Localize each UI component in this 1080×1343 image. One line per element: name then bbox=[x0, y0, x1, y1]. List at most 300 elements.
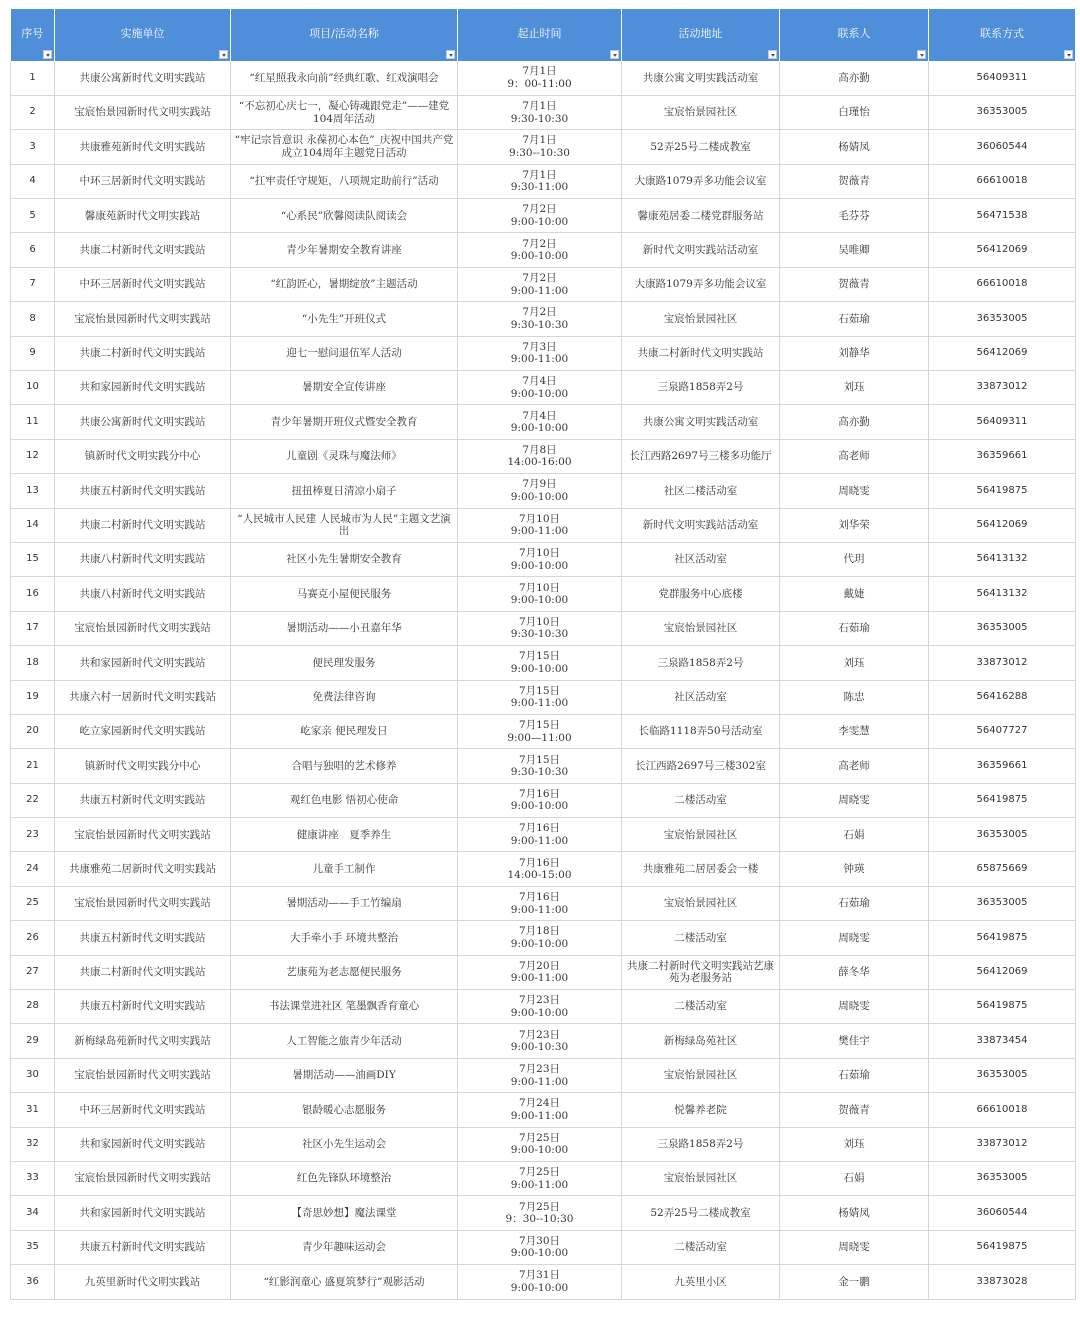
cell-index: 3 bbox=[11, 130, 55, 164]
table-row bbox=[11, 1162, 1076, 1196]
cell-time bbox=[458, 1265, 622, 1299]
cell-phone: 36353005 bbox=[929, 1058, 1076, 1092]
cell-hours: 14:00-16:00 bbox=[507, 456, 572, 469]
cell-date: 7月16日 bbox=[518, 891, 561, 904]
cell-organizer: 新梅绿岛苑新时代文明实践站 bbox=[55, 1024, 231, 1058]
cell-index: 18 bbox=[11, 646, 55, 680]
cell-time bbox=[458, 474, 622, 508]
header-label: 实施单位 bbox=[120, 27, 165, 40]
cell-time bbox=[458, 1196, 622, 1230]
cell-index: 14 bbox=[11, 508, 55, 542]
cell-organizer: 镇新时代文明实践分中心 bbox=[55, 439, 231, 473]
cell-date: 7月25日 bbox=[518, 1131, 561, 1144]
cell-contact: 石茹瑜 bbox=[780, 302, 929, 336]
cell-contact: 白瑾怡 bbox=[780, 95, 929, 129]
table-row bbox=[11, 405, 1076, 439]
table-row bbox=[11, 646, 1076, 680]
filter-dropdown-icon[interactable] bbox=[768, 50, 777, 59]
cell-phone: 56471538 bbox=[929, 199, 1076, 233]
cell-address: 悦馨养老院 bbox=[622, 1093, 780, 1127]
cell-hours: 9:00-10:00 bbox=[510, 594, 569, 607]
cell-index: 31 bbox=[11, 1093, 55, 1127]
cell-address: 52弄25号二楼成教室 bbox=[622, 1196, 780, 1230]
cell-date: 7月15日 bbox=[518, 684, 561, 697]
cell-index: 7 bbox=[11, 267, 55, 301]
cell-contact: 金一鹏 bbox=[780, 1265, 929, 1299]
filter-dropdown-icon[interactable] bbox=[917, 50, 926, 59]
cell-organizer: 共康二村新时代文明实践站 bbox=[55, 955, 231, 989]
cell-contact: 代玥 bbox=[780, 542, 929, 576]
cell-phone: 33873012 bbox=[929, 371, 1076, 405]
cell-hours: 9:00-10:00 bbox=[510, 662, 569, 675]
cell-phone: 56419875 bbox=[929, 474, 1076, 508]
cell-address: 共康公寓文明实践活动室 bbox=[622, 61, 780, 95]
cell-organizer: 宝宸怡景园新时代文明实践站 bbox=[55, 886, 231, 920]
cell-activity: 屹家亲 便民理发日 bbox=[231, 714, 458, 748]
cell-hours: 9:00-10:00 bbox=[510, 387, 569, 400]
table-row bbox=[11, 1127, 1076, 1161]
cell-contact: 石茹瑜 bbox=[780, 886, 929, 920]
cell-date: 7月16日 bbox=[518, 856, 561, 869]
cell-contact: 毛芬芬 bbox=[780, 199, 929, 233]
cell-activity: 人工智能之旅青少年活动 bbox=[231, 1024, 458, 1058]
cell-contact: 石娟 bbox=[780, 818, 929, 852]
cell-time bbox=[458, 749, 622, 783]
table-row bbox=[11, 1230, 1076, 1264]
table-row bbox=[11, 1024, 1076, 1058]
cell-organizer: 宝宸怡景园新时代文明实践站 bbox=[55, 1058, 231, 1092]
filter-dropdown-icon[interactable] bbox=[1064, 50, 1073, 59]
table-row bbox=[11, 164, 1076, 198]
cell-date: 7月9日 bbox=[522, 478, 557, 491]
cell-activity: 合唱与独唱的艺术修养 bbox=[231, 749, 458, 783]
cell-index: 5 bbox=[11, 199, 55, 233]
cell-date: 7月1日 bbox=[522, 168, 557, 181]
table-row bbox=[11, 542, 1076, 576]
cell-contact: 吴唯卿 bbox=[780, 233, 929, 267]
cell-phone: 56416288 bbox=[929, 680, 1076, 714]
cell-contact: 刘华荣 bbox=[780, 508, 929, 542]
cell-organizer: 中环三居新时代文明实践站 bbox=[55, 267, 231, 301]
cell-time bbox=[458, 130, 622, 164]
table-row bbox=[11, 680, 1076, 714]
cell-index: 16 bbox=[11, 577, 55, 611]
cell-date: 7月30日 bbox=[518, 1234, 561, 1247]
cell-activity: 扭扭棒夏日清凉小扇子 bbox=[231, 474, 458, 508]
cell-hours: 14:00-15:00 bbox=[507, 869, 572, 882]
cell-activity: 青少年暑期开班仪式暨安全教育 bbox=[231, 405, 458, 439]
cell-activity: 【奇思妙想】魔法课堂 bbox=[231, 1196, 458, 1230]
cell-contact: 钟瑛 bbox=[780, 852, 929, 886]
cell-contact: 高亦勤 bbox=[780, 61, 929, 95]
cell-hours: 9:00-10:00 bbox=[510, 800, 569, 813]
cell-phone: 36353005 bbox=[929, 302, 1076, 336]
cell-time bbox=[458, 164, 622, 198]
cell-organizer: 共康五村新时代文明实践站 bbox=[55, 474, 231, 508]
table-row bbox=[11, 474, 1076, 508]
cell-phone: 56419875 bbox=[929, 1230, 1076, 1264]
filter-dropdown-icon[interactable] bbox=[610, 50, 619, 59]
cell-hours: 9：00-11:00 bbox=[507, 77, 572, 90]
cell-index: 12 bbox=[11, 439, 55, 473]
cell-index: 23 bbox=[11, 818, 55, 852]
cell-organizer: 共康五村新时代文明实践站 bbox=[55, 1230, 231, 1264]
cell-address: 宝宸怡景园社区 bbox=[622, 302, 780, 336]
cell-hours: 9:00-11:00 bbox=[510, 1075, 569, 1088]
cell-address: 三泉路1858弄2号 bbox=[622, 371, 780, 405]
cell-address: 馨康苑居委二楼党群服务站 bbox=[622, 199, 780, 233]
cell-time bbox=[458, 1162, 622, 1196]
cell-activity: “不忘初心庆七一，凝心铸魂跟党走”——建党104周年活动 bbox=[231, 95, 458, 129]
filter-dropdown-icon[interactable] bbox=[219, 50, 228, 59]
table-row bbox=[11, 61, 1076, 95]
cell-date: 7月1日 bbox=[522, 100, 557, 113]
cell-date: 7月31日 bbox=[518, 1269, 561, 1282]
cell-index: 34 bbox=[11, 1196, 55, 1230]
cell-organizer: 共康六村一居新时代文明实践站 bbox=[55, 680, 231, 714]
cell-organizer: 宝宸怡景园新时代文明实践站 bbox=[55, 1162, 231, 1196]
table-row bbox=[11, 749, 1076, 783]
cell-activity: 观红色电影 悟初心使命 bbox=[231, 783, 458, 817]
cell-date: 7月10日 bbox=[518, 512, 561, 525]
cell-hours: 9:30-10:30 bbox=[510, 628, 569, 641]
cell-phone: 33873012 bbox=[929, 1127, 1076, 1161]
cell-index: 27 bbox=[11, 955, 55, 989]
cell-activity: “人民城市人民建 人民城市为人民”主题文艺演出 bbox=[231, 508, 458, 542]
cell-date: 7月10日 bbox=[518, 547, 561, 560]
cell-index: 1 bbox=[11, 61, 55, 95]
cell-hours: 9:00-10:00 bbox=[510, 1247, 569, 1260]
cell-date: 7月2日 bbox=[522, 306, 557, 319]
cell-organizer: 共康五村新时代文明实践站 bbox=[55, 921, 231, 955]
cell-contact: 高老师 bbox=[780, 439, 929, 473]
cell-date: 7月24日 bbox=[518, 1097, 561, 1110]
cell-hours: 9:30-10:30 bbox=[510, 112, 569, 125]
cell-activity: 儿童手工制作 bbox=[231, 852, 458, 886]
cell-date: 7月4日 bbox=[522, 409, 557, 422]
cell-organizer: 共康八村新时代文明实践站 bbox=[55, 577, 231, 611]
cell-phone: 56409311 bbox=[929, 405, 1076, 439]
cell-activity: “红韵匠心，暑期绽放”主题活动 bbox=[231, 267, 458, 301]
cell-date: 7月23日 bbox=[518, 994, 561, 1007]
filter-dropdown-icon[interactable] bbox=[43, 50, 52, 59]
table-row bbox=[11, 1093, 1076, 1127]
cell-time bbox=[458, 1024, 622, 1058]
cell-hours: 9:00-11:00 bbox=[510, 903, 569, 916]
cell-activity: 暑期活动——小丑嘉年华 bbox=[231, 611, 458, 645]
cell-activity: “心系民”欣馨阅读队阅读会 bbox=[231, 199, 458, 233]
cell-hours: 9:00-11:00 bbox=[510, 972, 569, 985]
cell-phone: 33873012 bbox=[929, 646, 1076, 680]
cell-hours: 9:00-11:00 bbox=[510, 353, 569, 366]
cell-address: 新时代文明实践站活动室 bbox=[622, 508, 780, 542]
cell-address: 共康二村新时代文明实践站 bbox=[622, 336, 780, 370]
cell-phone: 33873454 bbox=[929, 1024, 1076, 1058]
cell-contact: 周晓雯 bbox=[780, 990, 929, 1024]
cell-date: 7月2日 bbox=[522, 272, 557, 285]
cell-activity: 马赛克小屋便民服务 bbox=[231, 577, 458, 611]
table-row bbox=[11, 130, 1076, 164]
cell-time bbox=[458, 886, 622, 920]
cell-address: 二楼活动室 bbox=[622, 990, 780, 1024]
cell-organizer: 共康五村新时代文明实践站 bbox=[55, 783, 231, 817]
cell-index: 33 bbox=[11, 1162, 55, 1196]
cell-hours: 9:00-10:30 bbox=[510, 1041, 569, 1054]
cell-address: 新梅绿岛苑社区 bbox=[622, 1024, 780, 1058]
cell-activity: 暑期活动——油画DIY bbox=[231, 1058, 458, 1092]
cell-phone: 36359661 bbox=[929, 749, 1076, 783]
cell-contact: 薛冬华 bbox=[780, 955, 929, 989]
cell-organizer: 镇新时代文明实践分中心 bbox=[55, 749, 231, 783]
cell-organizer: 屹立家园新时代文明实践站 bbox=[55, 714, 231, 748]
cell-address: 52弄25号二楼成教室 bbox=[622, 130, 780, 164]
cell-index: 8 bbox=[11, 302, 55, 336]
activity-table bbox=[10, 9, 1076, 1300]
cell-time bbox=[458, 542, 622, 576]
table-row bbox=[11, 199, 1076, 233]
cell-activity: “扛牢责任守规矩，八项规定助前行”活动 bbox=[231, 164, 458, 198]
cell-organizer: 共康雅苑二居新时代文明实践站 bbox=[55, 852, 231, 886]
cell-date: 7月15日 bbox=[518, 753, 561, 766]
cell-time bbox=[458, 371, 622, 405]
cell-phone: 56419875 bbox=[929, 990, 1076, 1024]
cell-hours: 9:00-10:00 bbox=[510, 215, 569, 228]
cell-date: 7月1日 bbox=[522, 65, 557, 78]
cell-hours: 9:00-10:00 bbox=[510, 422, 569, 435]
header-label: 序号 bbox=[21, 27, 44, 40]
cell-activity: “红星照我永向前”经典红歌、红戏演唱会 bbox=[231, 61, 458, 95]
cell-index: 24 bbox=[11, 852, 55, 886]
cell-date: 7月10日 bbox=[518, 581, 561, 594]
table-row bbox=[11, 508, 1076, 542]
cell-hours: 9：30--10:30 bbox=[505, 1213, 574, 1226]
cell-contact: 李雯慧 bbox=[780, 714, 929, 748]
cell-organizer: 共和家园新时代文明实践站 bbox=[55, 371, 231, 405]
cell-address: 三泉路1858弄2号 bbox=[622, 646, 780, 680]
table-row bbox=[11, 95, 1076, 129]
cell-date: 7月2日 bbox=[522, 203, 557, 216]
header-label: 联系方式 bbox=[980, 27, 1024, 40]
cell-phone: 56409311 bbox=[929, 61, 1076, 95]
cell-organizer: 共和家园新时代文明实践站 bbox=[55, 1196, 231, 1230]
cell-phone: 66610018 bbox=[929, 267, 1076, 301]
cell-activity: 大手牵小手 环境共整治 bbox=[231, 921, 458, 955]
cell-address: 大康路1079弄多功能会议室 bbox=[622, 267, 780, 301]
cell-address: 共康二村新时代文明实践站艺康苑为老服务站 bbox=[622, 955, 780, 989]
cell-activity: 社区小先生暑期安全教育 bbox=[231, 542, 458, 576]
cell-organizer: 共和家园新时代文明实践站 bbox=[55, 1127, 231, 1161]
cell-activity: 青少年趣味运动会 bbox=[231, 1230, 458, 1264]
cell-time bbox=[458, 611, 622, 645]
cell-activity: 便民理发服务 bbox=[231, 646, 458, 680]
cell-activity: 书法课堂进社区 笔墨飘香育童心 bbox=[231, 990, 458, 1024]
header-organizer bbox=[55, 9, 231, 61]
cell-contact: 刘珏 bbox=[780, 1127, 929, 1161]
cell-date: 7月10日 bbox=[518, 615, 561, 628]
table-row bbox=[11, 921, 1076, 955]
cell-phone: 56412069 bbox=[929, 508, 1076, 542]
cell-time bbox=[458, 1093, 622, 1127]
table-row bbox=[11, 1196, 1076, 1230]
cell-index: 29 bbox=[11, 1024, 55, 1058]
cell-organizer: 共和家园新时代文明实践站 bbox=[55, 646, 231, 680]
cell-phone: 36353005 bbox=[929, 95, 1076, 129]
cell-phone: 56413132 bbox=[929, 577, 1076, 611]
cell-address: 大康路1079弄多功能会议室 bbox=[622, 164, 780, 198]
cell-address: 宝宸怡景园社区 bbox=[622, 818, 780, 852]
cell-organizer: 馨康苑新时代文明实践站 bbox=[55, 199, 231, 233]
cell-index: 21 bbox=[11, 749, 55, 783]
header-row bbox=[11, 9, 1076, 61]
table-row bbox=[11, 233, 1076, 267]
cell-phone: 66610018 bbox=[929, 1093, 1076, 1127]
cell-address: 九英里小区 bbox=[622, 1265, 780, 1299]
cell-time bbox=[458, 646, 622, 680]
table-row bbox=[11, 336, 1076, 370]
cell-time bbox=[458, 818, 622, 852]
cell-phone: 36353005 bbox=[929, 611, 1076, 645]
cell-index: 30 bbox=[11, 1058, 55, 1092]
header-address bbox=[622, 9, 780, 61]
cell-hours: 9:00-11:00 bbox=[510, 525, 569, 538]
header-index bbox=[11, 9, 55, 61]
cell-time bbox=[458, 714, 622, 748]
cell-contact: 刘珏 bbox=[780, 646, 929, 680]
cell-organizer: 共康五村新时代文明实践站 bbox=[55, 990, 231, 1024]
header-contact bbox=[780, 9, 929, 61]
cell-contact: 刘静华 bbox=[780, 336, 929, 370]
cell-index: 28 bbox=[11, 990, 55, 1024]
cell-time bbox=[458, 267, 622, 301]
cell-time bbox=[458, 1127, 622, 1161]
cell-phone: 56412069 bbox=[929, 336, 1076, 370]
cell-hours: 9:00-11:00 bbox=[510, 1109, 569, 1122]
cell-contact: 贺薇青 bbox=[780, 164, 929, 198]
cell-organizer: 共康公寓新时代文明实践站 bbox=[55, 405, 231, 439]
cell-hours: 9:00-10:00 bbox=[510, 559, 569, 572]
cell-organizer: 宝宸怡景园新时代文明实践站 bbox=[55, 95, 231, 129]
cell-time bbox=[458, 783, 622, 817]
cell-phone: 36353005 bbox=[929, 1162, 1076, 1196]
header-label: 联系人 bbox=[837, 27, 871, 40]
cell-address: 宝宸怡景园社区 bbox=[622, 1058, 780, 1092]
cell-time bbox=[458, 508, 622, 542]
cell-activity: “牢记宗旨意识 永葆初心本色”_庆祝中国共产党成立104周年主题党日活动 bbox=[231, 130, 458, 164]
cell-address: 三泉路1858弄2号 bbox=[622, 1127, 780, 1161]
cell-time bbox=[458, 852, 622, 886]
cell-date: 7月18日 bbox=[518, 925, 561, 938]
cell-phone: 56412069 bbox=[929, 955, 1076, 989]
cell-address: 社区二楼活动室 bbox=[622, 474, 780, 508]
cell-phone: 56419875 bbox=[929, 783, 1076, 817]
cell-activity: 健康讲座 夏季养生 bbox=[231, 818, 458, 852]
cell-address: 宝宸怡景园社区 bbox=[622, 611, 780, 645]
cell-time bbox=[458, 302, 622, 336]
cell-date: 7月2日 bbox=[522, 237, 557, 250]
cell-index: 11 bbox=[11, 405, 55, 439]
cell-contact: 高老师 bbox=[780, 749, 929, 783]
cell-address: 社区活动室 bbox=[622, 680, 780, 714]
cell-date: 7月15日 bbox=[518, 719, 561, 732]
cell-time bbox=[458, 680, 622, 714]
cell-hours: 9:00-10:00 bbox=[510, 1006, 569, 1019]
cell-index: 15 bbox=[11, 542, 55, 576]
cell-phone: 36060544 bbox=[929, 1196, 1076, 1230]
cell-organizer: 共康二村新时代文明实践站 bbox=[55, 233, 231, 267]
cell-phone: 33873028 bbox=[929, 1265, 1076, 1299]
cell-phone: 36060544 bbox=[929, 130, 1076, 164]
cell-address: 新时代文明实践站活动室 bbox=[622, 233, 780, 267]
cell-organizer: 共康二村新时代文明实践站 bbox=[55, 336, 231, 370]
table-row bbox=[11, 783, 1076, 817]
cell-organizer: 宝宸怡景园新时代文明实践站 bbox=[55, 818, 231, 852]
header-label: 起止时间 bbox=[517, 27, 562, 40]
cell-address: 共康公寓文明实践活动室 bbox=[622, 405, 780, 439]
cell-index: 19 bbox=[11, 680, 55, 714]
cell-date: 7月4日 bbox=[522, 375, 557, 388]
cell-hours: 9:00—11:00 bbox=[507, 731, 572, 744]
cell-date: 7月23日 bbox=[518, 1028, 561, 1041]
cell-contact: 石娟 bbox=[780, 1162, 929, 1196]
cell-phone: 56419875 bbox=[929, 921, 1076, 955]
cell-index: 20 bbox=[11, 714, 55, 748]
cell-organizer: 宝宸怡景园新时代文明实践站 bbox=[55, 302, 231, 336]
cell-hours: 9:00-10:00 bbox=[510, 1144, 569, 1157]
cell-contact: 石茹瑜 bbox=[780, 611, 929, 645]
cell-date: 7月20日 bbox=[518, 959, 561, 972]
cell-contact: 杨婧凤 bbox=[780, 1196, 929, 1230]
cell-activity: 青少年暑期安全教育讲座 bbox=[231, 233, 458, 267]
cell-index: 35 bbox=[11, 1230, 55, 1264]
cell-organizer: 中环三居新时代文明实践站 bbox=[55, 164, 231, 198]
table-row bbox=[11, 818, 1076, 852]
cell-activity: 暑期安全宣传讲座 bbox=[231, 371, 458, 405]
cell-hours: 9:00-11:00 bbox=[510, 284, 569, 297]
cell-contact: 贺薇青 bbox=[780, 267, 929, 301]
cell-date: 7月15日 bbox=[518, 650, 561, 663]
cell-index: 22 bbox=[11, 783, 55, 817]
cell-time bbox=[458, 61, 622, 95]
cell-organizer: 共康二村新时代文明实践站 bbox=[55, 508, 231, 542]
cell-activity: 艺康苑为老志愿便民服务 bbox=[231, 955, 458, 989]
cell-time bbox=[458, 921, 622, 955]
cell-address: 社区活动室 bbox=[622, 542, 780, 576]
cell-time bbox=[458, 439, 622, 473]
cell-phone: 65875669 bbox=[929, 852, 1076, 886]
cell-time bbox=[458, 990, 622, 1024]
cell-contact: 石茹瑜 bbox=[780, 1058, 929, 1092]
filter-dropdown-icon[interactable] bbox=[446, 50, 455, 59]
table-row bbox=[11, 371, 1076, 405]
cell-hours: 9:30--10:30 bbox=[509, 146, 570, 159]
cell-contact: 陈忠 bbox=[780, 680, 929, 714]
cell-time bbox=[458, 577, 622, 611]
header-label: 项目/活动名称 bbox=[309, 27, 379, 40]
table-row bbox=[11, 439, 1076, 473]
cell-date: 7月16日 bbox=[518, 787, 561, 800]
header-label: 活动地址 bbox=[678, 27, 723, 40]
cell-contact: 杨婧凤 bbox=[780, 130, 929, 164]
cell-index: 4 bbox=[11, 164, 55, 198]
cell-hours: 9:00-10:00 bbox=[510, 937, 569, 950]
cell-time bbox=[458, 1230, 622, 1264]
cell-time bbox=[458, 336, 622, 370]
cell-phone: 56407727 bbox=[929, 714, 1076, 748]
table-row bbox=[11, 1058, 1076, 1092]
cell-activity: “小先生”开班仪式 bbox=[231, 302, 458, 336]
header-activity bbox=[231, 9, 458, 61]
cell-activity: 社区小先生运动会 bbox=[231, 1127, 458, 1161]
